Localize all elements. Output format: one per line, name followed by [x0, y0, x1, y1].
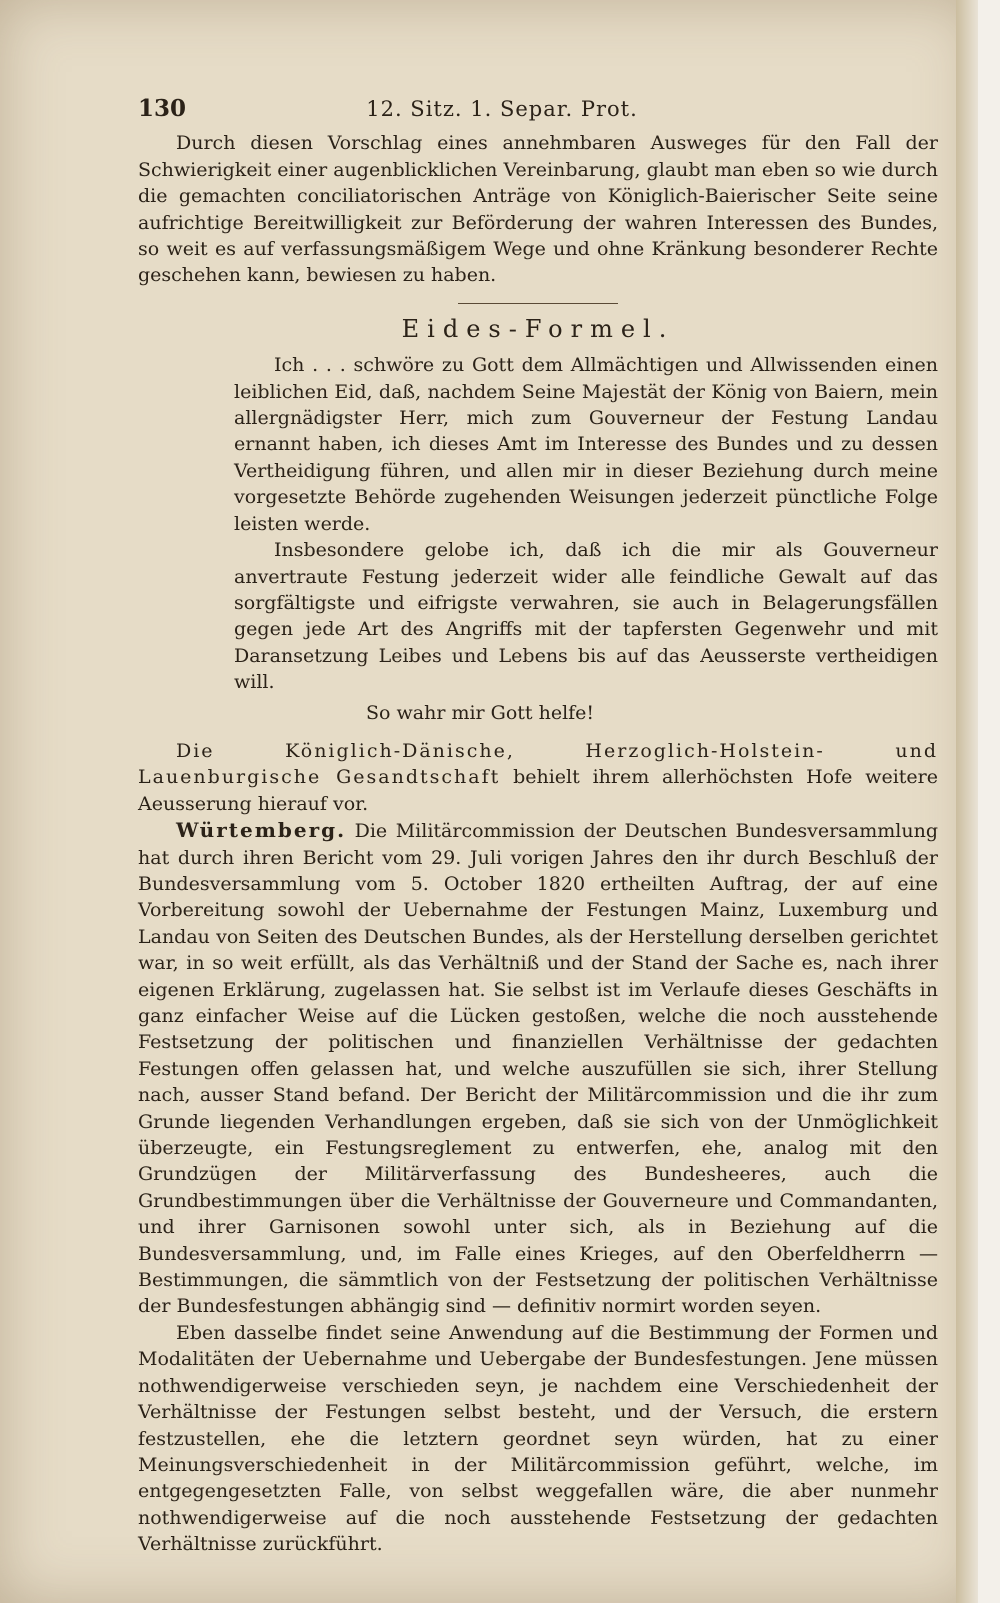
wurttemberg-paragraph-2: Eben dasselbe findet seine Anwendung auf die Bestimmung der Formen und Modalitäten der Uebernahme und Uebergabe der Bundesfestungen. Jene müssen nothwendigerweise verschieden seyn, je nachdem eine Verschiedenheit der Verhältnisse der Festungen selbst besteht, und der Versuch, die erstern festzustellen, ehe die letztern geordnet seyn würden, hat zu einer Meinungsverschiedenheit in der Militärcommission geführt, welche, im entgegengesetzten Falle, von selbst weggefallen wäre, die aber nunmehr nothwendigerweise auf die noch ausstehende Festsetzung der gedachten Verhältnisse zurückführt. [138, 1321, 938, 1556]
oath-paragraph-2: Insbesondere gelobe ich, daß ich die mir als Gouverneur anvertraute Festung jederzeit wider alle feindliche Gewalt auf das sorgfältigste und eifrigste verwahren, sie auch in Belagerungsfällen gegen jede Art des Angriffs mit der tapfersten Gegenwehr und mit Daransetzung Leibes und Lebens bis auf das Aeusserste vertheidigen will. [234, 539, 938, 694]
page-spine-shadow [956, 0, 978, 1603]
oath-title: Eides-Formel. [401, 314, 675, 343]
page-text-block [138, 96, 938, 1558]
danish-statement [138, 738, 938, 817]
danish-statement-text: behielt ihrem allerhöchsten Hofe weitere Aeusserung hierauf vor. [138, 766, 938, 815]
intro-paragraph: Durch diesen Vorschlag eines annehmbaren Ausweges für den Fall der Schwierigkeit einer augenblicklichen Vereinbarung, glaubt man eben so wie durch die gemachten conciliatorischen Anträge von Königlich-Baierischer Seite seine aufrichtige Bereitwilligkeit zur Beförderung der wahren Interessen des Bundes, so weit es auf verfassungsmäßigem Wege und ohne Kränkung besonderer Rechte geschehen kann, bewiesen zu haben. [138, 132, 939, 287]
wurttemberg-statement-text: Die Militärcommission der Deutschen Bundesversammlung hat durch ihren Bericht vom 29. Juli vorigen Jahres den ihr durch Beschluß der Bundesversammlung vom 5. October 1820 ertheilten Auftrag, der auf eine Vorbereitung sowohl der Uebernahme der Festungen Mainz, Luxemburg und Landau von Seiten des Deutschen Bundes, als der Herstellung derselben gerichtet war, in so weit erfüllt, als das Verhältniß und der Stand der Sache es, nach ihrer eigenen Erklärung, zugelassen hat. Sie selbst ist im Verlaufe dieses Geschäfts in ganz einfacher Weise auf die Lücken gestoßen, welche die noch ausstehende Festsetzung der politischen und finanziellen Verhältnisse der gedachten Festungen offen gelassen hat, und welche auszufüllen sie sich, ihrer Stellung nach, ausser Stand befand. Der Bericht der Militärcommission und die ihr zum Grunde liegenden Verhandlungen ergeben, daß sie sich von der Unmöglichkeit überzeugte, ein Festungsreglement zu entwerfen, ehe, analog mit den Grundzügen der Militärverfassung des Bundesheeres, auch die Grundbestimmungen über die Verhältnisse der Gouverneure und Commandanten, und ihrer Garnisonen sowohl unter sich, als in Beziehung auf die Bundesversammlung, und, im Falle eines Krieges, auf den Oberfeldherrn — Bestimmungen, die sämmtlich von der Festsetzung der politischen Verhältnisse der Bundesfestungen abhängig sind — definitiv normirt worden seyen. [138, 820, 938, 1318]
running-title: 12. Sitz. 1. Separ. Prot. [366, 97, 638, 121]
page-number: 130 [138, 95, 187, 122]
page-header [138, 96, 938, 122]
oath-block [138, 352, 938, 726]
oath-paragraph-1: Ich . . . schwöre zu Gott dem Allmächtigen und Allwissenden einen leiblichen Eid, daß, nachdem Seine Majestät der König von Baiern, mein allergnädigster Herr, mich zum Gouverneur der Festung Landau ernannt haben, ich dieses Amt im Interesse des Bundes und zu dessen Vertheidigung führen, und allen mir in dieser Beziehung durch meine vorgesetzte Behörde zugehenden Weisungen jederzeit pünctliche Folge leisten werde. [234, 354, 938, 535]
oath-closing: So wahr mir Gott helfe! [366, 701, 595, 724]
spacer [138, 726, 938, 738]
section-divider [458, 303, 618, 304]
danish-delegation: Die Königlich-Dänische, Herzoglich-Holstein- und Lauenburgische Gesandtschaft [138, 739, 938, 789]
wurttemberg-heading: Würtemberg. [176, 818, 347, 843]
wurttemberg-statement [138, 817, 938, 1320]
